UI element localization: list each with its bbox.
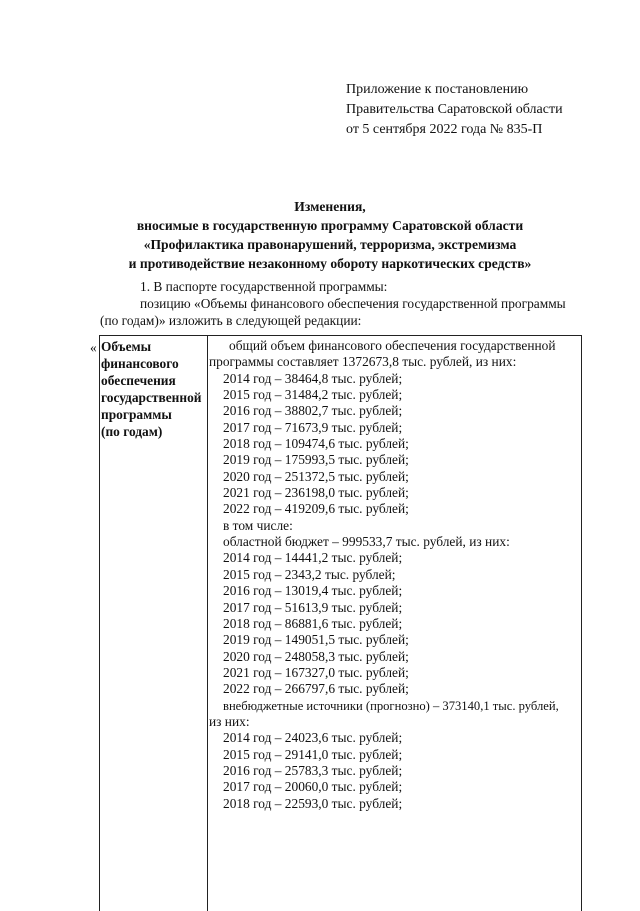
funding-line: 2016 год – 13019,4 тыс. рублей; — [223, 583, 403, 599]
funding-line: 2016 год – 25783,3 тыс. рублей; — [223, 762, 403, 778]
appendix-line-1: Приложение к постановлению — [346, 82, 529, 97]
funding-line: 2020 год – 248058,3 тыс. рублей; — [223, 648, 409, 664]
funding-line: 2018 год – 109474,6 тыс. рублей; — [223, 436, 409, 452]
funding-line: 2021 год – 167327,0 тыс. рублей; — [223, 664, 409, 680]
funding-line: 2020 год – 251372,5 тыс. рублей; — [223, 468, 409, 484]
point-1: 1. В паспорте государственной программы: — [140, 279, 388, 294]
label-line: государственной — [101, 390, 202, 405]
heading-line-3: «Профилактика правонарушений, терроризма, экстремизма — [143, 237, 517, 252]
funding-line: в том числе: — [223, 517, 293, 533]
opening-quote: « — [90, 340, 97, 355]
document-heading — [90, 197, 570, 273]
funding-line: 2014 год – 24023,6 тыс. рублей; — [223, 730, 403, 746]
funding-line: 2018 год – 22593,0 тыс. рублей; — [223, 795, 403, 811]
funding-line: 2017 год – 20060,0 тыс. рублей; — [223, 779, 403, 795]
funding-line: из них: — [209, 713, 250, 729]
instruction-line-2: (по годам)» изложить в следующей редакции: — [100, 313, 362, 328]
heading-line-1: Изменения, — [294, 199, 366, 214]
funding-line: общий объем финансового обеспечения государственной — [229, 338, 556, 353]
funding-line: 2019 год – 175993,5 тыс. рублей; — [223, 452, 409, 468]
label-line: финансового — [101, 356, 179, 371]
funding-line: 2021 год – 236198,0 тыс. рублей; — [223, 485, 409, 501]
label-line: (по годам) — [101, 424, 163, 439]
heading-line-4: и противодействие незаконному обороту наркотических средств» — [128, 256, 532, 271]
table-label-cell — [100, 336, 208, 911]
funding-table — [99, 335, 582, 911]
funding-line: 2015 год – 2343,2 тыс. рублей; — [223, 566, 396, 582]
appendix-line-3: от 5 сентября 2022 года № 835-П — [346, 122, 543, 137]
funding-line: 2022 год – 266797,6 тыс. рублей; — [223, 681, 409, 697]
intro-text — [100, 278, 590, 329]
appendix-block — [346, 80, 563, 140]
funding-line: 2014 год – 38464,8 тыс. рублей; — [223, 370, 403, 386]
funding-line: программы составляет 1372673,8 тыс. рублей, из них: — [209, 354, 517, 370]
funding-line: 2014 год – 14441,2 тыс. рублей; — [223, 550, 403, 566]
funding-line: 2018 год – 86881,6 тыс. рублей; — [223, 615, 403, 631]
funding-line: 2022 год – 419209,6 тыс. рублей; — [223, 501, 409, 517]
funding-line: 2016 год – 38802,7 тыс. рублей; — [223, 403, 403, 419]
funding-line: 2017 год – 71673,9 тыс. рублей; — [223, 419, 403, 435]
funding-line: 2015 год – 31484,2 тыс. рублей; — [223, 387, 403, 403]
label-line: программы — [101, 407, 172, 422]
funding-line: 2015 год – 29141,0 тыс. рублей; — [223, 746, 403, 762]
table-value-cell — [209, 336, 581, 812]
appendix-line-2: Правительства Саратовской области — [346, 102, 563, 117]
heading-line-2: вносимые в государственную программу Саратовской области — [136, 218, 524, 233]
funding-line: 2019 год – 149051,5 тыс. рублей; — [223, 632, 409, 648]
funding-line: внебюджетные источники (прогнозно) – 373140,1 тыс. рублей, — [223, 698, 559, 713]
funding-line: 2017 год – 51613,9 тыс. рублей; — [223, 599, 403, 615]
instruction-line-1: позицию «Объемы финансового обеспечения государственной программы — [140, 296, 566, 311]
label-line: обеспечения — [101, 373, 176, 388]
label-line: Объемы — [101, 339, 152, 354]
funding-line: областной бюджет – 999533,7 тыс. рублей, из них: — [223, 534, 510, 550]
